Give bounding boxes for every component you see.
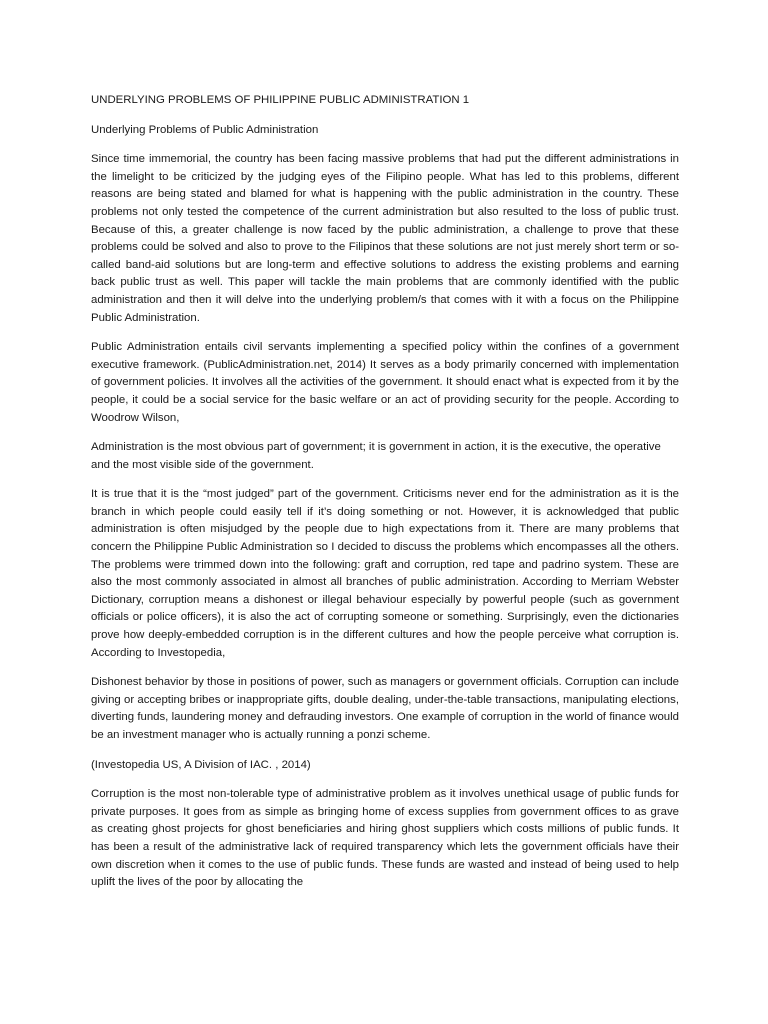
section-title: Underlying Problems of Public Administration [91, 123, 319, 136]
quote-investopedia: Dishonest behavior by those in positions of power, such as managers or government officials. Corruption can include giving or accepting bribes or inappropriate gifts, double dealing, under-the-table transactions, manipulating elections, diverting funds, laundering money and defrauding investors. One example of corruption in the world of finance would be an investment manager who is actually running a ponzi scheme. [91, 676, 679, 741]
paragraph-most-judged: It is true that it is the “most judged” part of the government. Criticisms never end for the administration as it is the branch in which people could easily tell if it’s doing something or not. However, it is acknowledged that public administration is often misjudged by the people due to high expectations from it. There are many problems that concern the Philippine Public Administration so I decided to discuss the problems which encompasses all the others. The problems were trimmed down into the following: graft and corruption, red tape and padrino system. These are also the most commonly associated in almost all branches of public administration. According to Merriam Webster Dictionary, corruption means a dishonest or illegal behaviour especially by powerful people (such as government officials or police officers), it is also the act of corrupting someone or something. Surprisingly, even the dictionaries prove how deeply-embedded corruption is in the different cultures and how the people perceive what corruption is. According to Investopedia, [91, 488, 679, 659]
quote-woodrow-wilson: Administration is the most obvious part of government; it is government in action, it is the executive, the operative and the most visible side of the government. [91, 441, 661, 471]
paragraph-definition: Public Administration entails civil servants implementing a specified policy within the confines of a government executive framework. (PublicAdministration.net, 2014) It serves as a body primarily concerned with implementation of government policies. It involves all the activities of the government. It should enact what is expected from it by the people, it could be a social service for the basic welfare or an act of providing security for the people. According to Woodrow Wilson, [91, 341, 679, 424]
citation-investopedia: (Investopedia US, A Division of IAC. , 2014) [91, 758, 311, 771]
paragraph-introduction: Since time immemorial, the country has been facing massive problems that had put the different administrations in the limelight to be criticized by the judging eyes of the Filipino people. What has led to this problems, different reasons are being stated and blamed for what is happening with the public administration in the country. These problems not only tested the competence of the current administration but also resulted to the loss of public trust. Because of this, a greater challenge is now faced by the public administration, a challenge to prove that these problems could be solved and also to prove to the Filipinos that these solutions are not just merely short term or so-called band-aid solutions but are long-term and effective solutions to address the existing problems and earning back public trust as well. This paper will tackle the main problems that are commonly identified with the public administration and then it will delve into the underlying problem/s that comes with it with a focus on the Philippine Public Administration. [91, 153, 679, 324]
running-header: UNDERLYING PROBLEMS OF PHILIPPINE PUBLIC ADMINISTRATION 1 [91, 94, 470, 106]
paragraph-corruption: Corruption is the most non-tolerable type of administrative problem as it involves unethical usage of public funds for private purposes. It goes from as simple as bringing home of excess supplies from government offices to as grave as creating ghost projects for ghost beneficiaries and hiring ghost suppliers which costs millions of public funds. It has been a result of the administrative lack of required transparency which lets the government officials have their own discretion when it comes to the use of public funds. These funds are wasted and instead of being used to help uplift the lives of the poor by allocating the [91, 788, 679, 889]
